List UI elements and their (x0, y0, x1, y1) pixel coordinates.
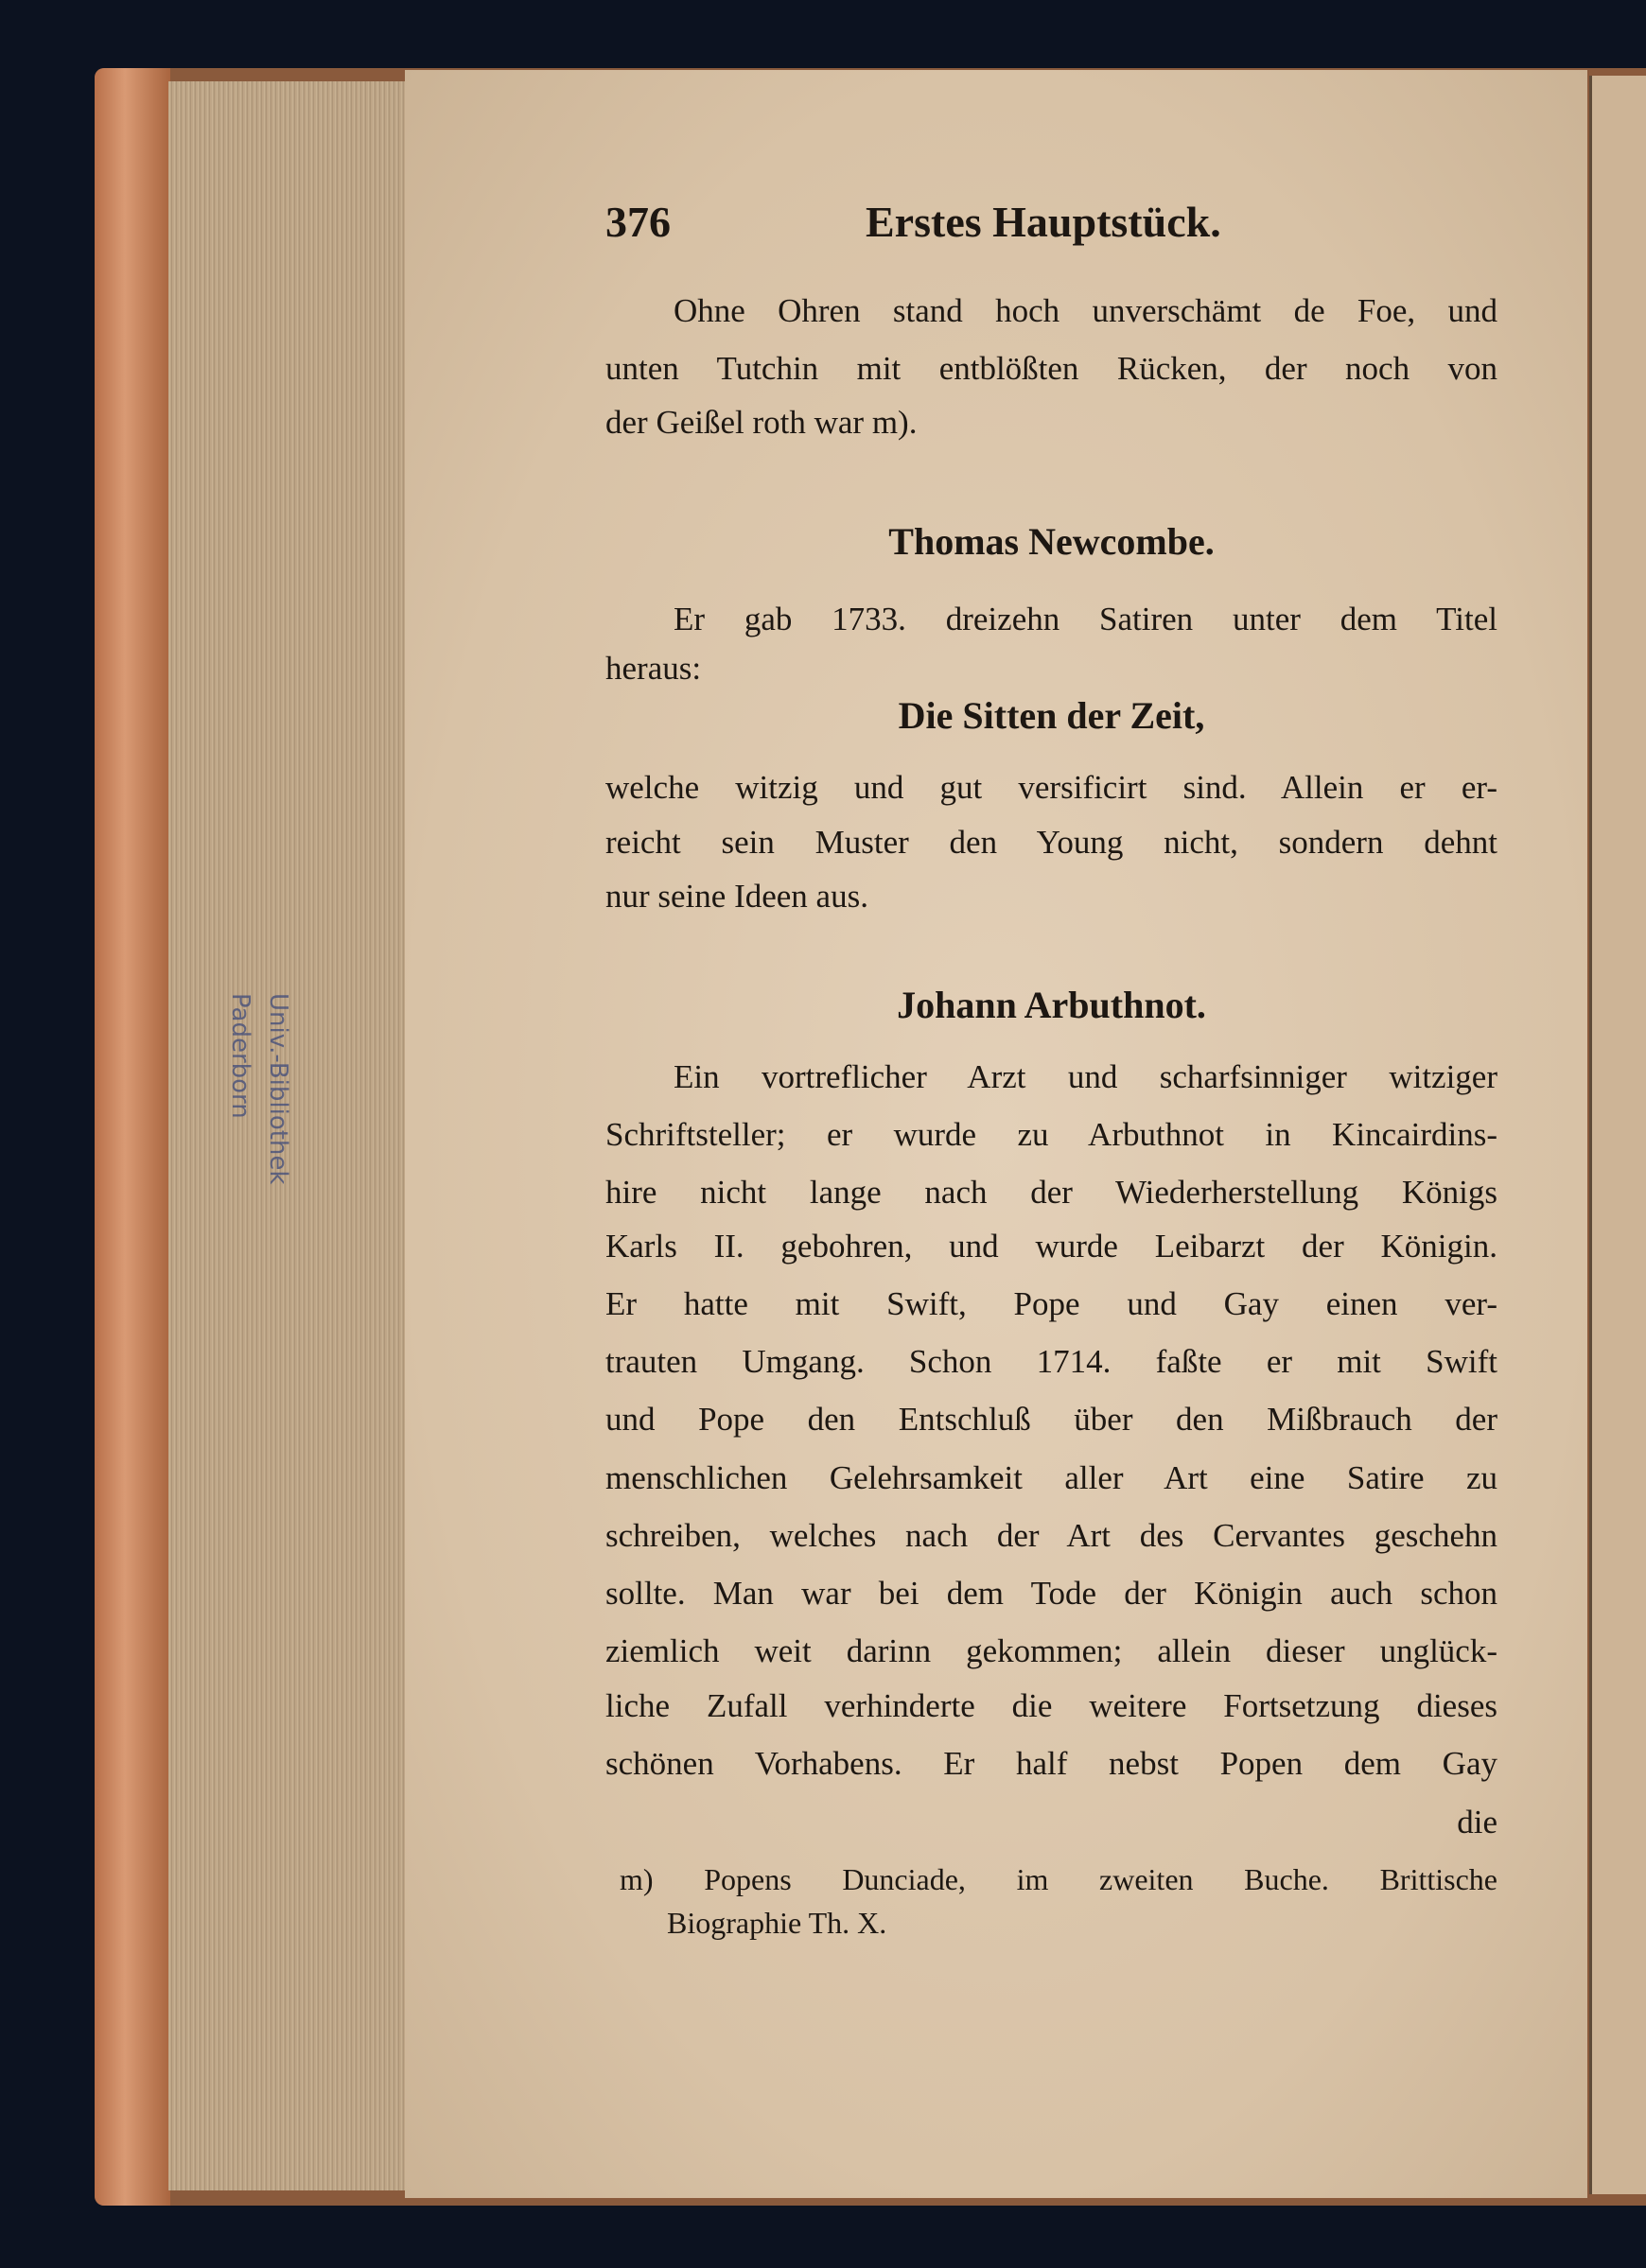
book-title: Die Sitten der Zeit, (898, 694, 1205, 737)
text-line: Karls II. gebohren, und wurde Leibarzt der Königin. (605, 1228, 1497, 1265)
text-line: reicht sein Muster den Young nicht, sondern dehnt (605, 824, 1497, 861)
text-line: Ein vortreflicher Arzt und scharfsinniger witziger (674, 1058, 1497, 1095)
text-line: ziemlich weit darinn gekommen; allein dieser unglück- (605, 1632, 1497, 1669)
text-line: der Geißel roth war m). (605, 404, 918, 441)
stamp-line-2: Paderborn (226, 993, 254, 1119)
text-line: sollte. Man war bei dem Tode der Königin auch schon (605, 1575, 1497, 1612)
running-header (605, 194, 1497, 251)
facing-page-edge (1589, 76, 1646, 2194)
footnote-line: Biographie Th. X. (667, 1906, 887, 1940)
text-line: heraus: (605, 650, 702, 687)
text-line: schönen Vorhabens. Er half nebst Popen dem Gay (605, 1745, 1497, 1782)
text-line: welche witzig und gut versificirt sind. Allein er er- (605, 769, 1497, 806)
cover-edge (95, 68, 170, 2206)
text-line: schreiben, welches nach der Art des Cervantes geschehn (605, 1517, 1497, 1554)
running-title: Erstes Hauptstück. (866, 198, 1221, 246)
section-heading: Thomas Newcombe. (888, 520, 1215, 563)
text-line: liche Zufall verhinderte die weitere Fortsetzung dieses (605, 1687, 1497, 1724)
text-line: und Pope den Entschluß über den Mißbrauch der (605, 1401, 1497, 1438)
text-line: Schriftsteller; er wurde zu Arbuthnot in Kincairdins- (605, 1116, 1497, 1153)
text-line: Er gab 1733. dreizehn Satiren unter dem Titel (674, 601, 1497, 637)
text-line: menschlichen Gelehrsamkeit aller Art eine Satire zu (605, 1459, 1497, 1496)
footnote-line: m) Popens Dunciade, im zweiten Buche. Brittische (620, 1862, 1497, 1896)
stamp-line-1: Univ.-Bibliothek (264, 993, 292, 1185)
text-line: trauten Umgang. Schon 1714. faßte er mit Swift (605, 1343, 1497, 1380)
text-line: Ohne Ohren stand hoch unverschämt de Foe, und (674, 292, 1497, 329)
page-number: 376 (605, 198, 671, 246)
text-line: Er hatte mit Swift, Pope und Gay einen ver- (605, 1285, 1497, 1322)
text-line: unten Tutchin mit entblößten Rücken, der noch von (605, 350, 1497, 387)
text-line: hire nicht lange nach der Wiederherstellung Königs (605, 1174, 1497, 1211)
text-line: nur seine Ideen aus. (605, 878, 868, 915)
section-heading: Johann Arbuthnot. (897, 984, 1206, 1026)
catchword: die (1457, 1804, 1497, 1841)
